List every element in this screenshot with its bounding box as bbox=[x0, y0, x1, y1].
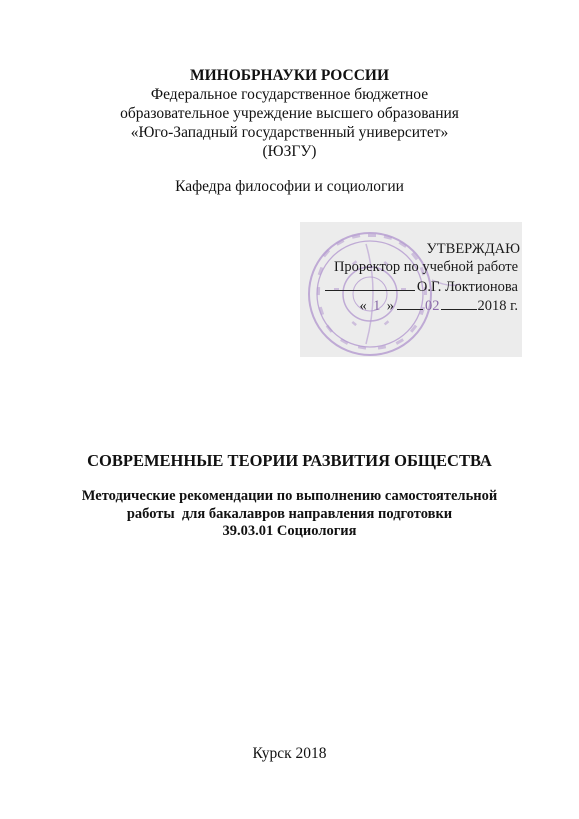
approval-block bbox=[300, 222, 522, 357]
approval-month: 02 bbox=[424, 298, 440, 314]
date-close-quote: » bbox=[386, 298, 394, 314]
subtitle-line-1: Методические рекомендации по выполнению самостоятельной bbox=[81, 488, 498, 504]
signature-underline bbox=[325, 277, 415, 291]
ministry-name: МИНОБРНАУКИ РОССИИ bbox=[189, 67, 390, 84]
institution-education-line: образовательное учреждение высшего образования bbox=[120, 105, 459, 122]
subtitle-line-3: 39.03.01 Социология bbox=[222, 523, 357, 539]
department-name: Кафедра философии и социологии bbox=[175, 178, 404, 195]
university-name: «Юго-Западный государственный университет» bbox=[130, 124, 449, 141]
document-title: СОВРЕМЕННЫЕ ТЕОРИИ РАЗВИТИЯ ОБЩЕСТВА bbox=[87, 451, 492, 470]
approval-text bbox=[300, 222, 522, 357]
date-underline bbox=[441, 296, 477, 310]
university-abbreviation: (ЮЗГУ) bbox=[262, 143, 317, 160]
approver-position: Проректор по учебной работе bbox=[333, 259, 518, 275]
institution-type-line: Федеральное государственное бюджетное bbox=[150, 86, 429, 103]
approve-label: УТВЕРЖДАЮ bbox=[426, 241, 520, 257]
institution-header bbox=[0, 66, 579, 161]
document-subtitle bbox=[0, 488, 579, 541]
approver-name: О.Г. Локтионова bbox=[416, 279, 518, 295]
subtitle-line-2: работы для бакалавров направления подготовки bbox=[126, 505, 453, 522]
approver-signature-line bbox=[325, 277, 518, 297]
date-underline bbox=[397, 296, 423, 310]
date-open-quote: « bbox=[359, 298, 367, 314]
approval-date-line bbox=[356, 296, 518, 316]
city-year-footer: Курск 2018 bbox=[252, 745, 327, 762]
approval-day: 1 bbox=[373, 298, 381, 314]
approval-year: 2018 г. bbox=[477, 298, 518, 314]
